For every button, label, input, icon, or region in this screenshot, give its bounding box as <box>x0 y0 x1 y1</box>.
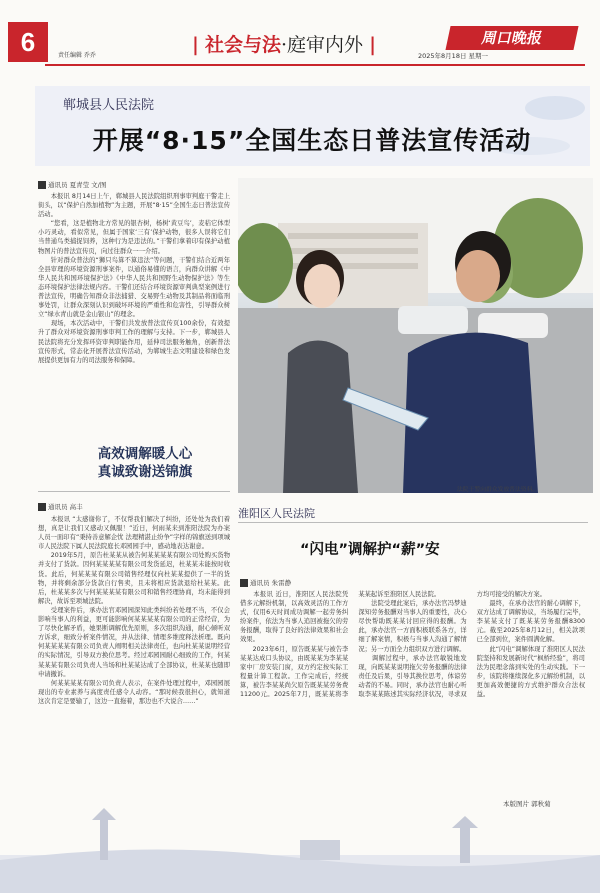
section-title <box>192 30 376 57</box>
editor-credit: 责任编辑 乔乔 <box>58 52 96 59</box>
header-rule <box>45 64 585 66</box>
article-headline-wage: “闪电”调解护“薪”安 <box>300 542 440 558</box>
divider: | <box>369 34 376 56</box>
court-name-dancheng: 郸城县人民法院 <box>63 98 155 113</box>
headline-line-2: 真诚致谢送锦旗 <box>97 464 193 480</box>
divider: | <box>192 34 199 56</box>
footer-decoration <box>0 800 600 893</box>
article-body-ecology: 本报讯 8月14日上午，郸城县人民法院组织刑事审判庭干警走上街头，以“保护自然加植物”为主题，开展“8·15”全国生态日普法宣传活动。 “您看，这是植物北方常见的银杏树，杨树‘黄豆鸟’，麦秸它体型小巧灵动，看似常见，但属于国家‘三有’保护动物，很多人误将它们当普通鸟类捕捉饲养，这种行为是违法的。”干警们拿着印有保护动植物图片的普法宣传页，向过往群众一一介绍。 针对群众普法的“狮只鸟算不算违法”等问题，干警们结合近两年全县审理的环境资源刑事案件，以通俗易懂的语言，向群众讲解《中华人民共和国环境保护法》《中华人民共和国野生动物保护法》等生态环境保护法律法规内容。干警们还结合环境资源审判典型案例进行普法宣传，明确告知群众非法捕猎、交易野生动物及其制品将面临刑事处罚，让群众深刻认识到破坏环境的严重性和危害性，引导群众树立“绿水青山就是金山银山”的理念。 现场，本次活动中，干警们共发放普法宣传页100余份，有效提升了群众对环境资源刑事审判工作的理解与支持。下一步，郸城县人民法院将充分发挥环资审判职能作用，延伸司法服务触角，创新普法宣传形式，常态化开展普法宣传活动，为郸城生态文明建设和绿色发展提供更加有力的司法服务和保障。 <box>38 193 230 364</box>
photo-scene <box>238 178 593 493</box>
article-body-thanks: 本报讯 “太感谢你了，不仅帮我们解决了纠纷，还处处为我们着想，真是让我们又感动又佩服！”近日，何雨某来到淮阳法院为办案人员一面印有“秉持善意解企忧 法理精湛止纷争”字样的锦旗送到项城市人民法院下属人民法院庭长邓园园手中，感动地表达谢意。 2019年5月，原告杜某某从被告何某某某某有限公司处购买货物并支付了货款。因何某某某某有限公司发货延迟，杜某某未能按时收货。此后，何某某某有限公司销售经理仅向杜某某提供了一半的货物，并将剩余部分货款自行售卖，且未将相应货款退给杜某某。此后，杜某某多次与何某某某某有限公司和销售经理协商，均未能得到解决，故诉至项城法院。 受理案件后，承办法官邓园园深知此类纠纷若处理不当，不仅会影响当事人的利益，更可能影响何某某某某有限公司的正常经营，为了尽快化解矛盾，她果断调解优先原则，多次组织沟通，耐心倾听双方诉求，细致分析案件情况，并从法律、情理多维度释法析理。既向何某某某某有限公司负责人阐明相关法律责任，也向杜某某说明经营的实际情况，引导双方换位思考。经过邓园园耐心细致的工作，何某某某某有限公司负责人当场和杜某某达成了全部协议，杜某某也随即申请撤诉。 何某某某某有限公司负责人表示，在案件处理过程中，邓园园展现出的专业素养与高度责任感令人动容。“那时候我很担心，就知道这次肯定是要输了，这边一直拖着，那边也不大说合……” <box>38 516 230 705</box>
byline-marker-icon <box>240 579 248 587</box>
article-byline-thanks: 通讯员 高丰 <box>38 502 83 511</box>
section-divider <box>38 491 230 492</box>
headline-line-1: 高效调解暖人心 <box>97 446 193 462</box>
newspaper-logo: 周口晚报 <box>445 26 578 50</box>
section-title-rest: ·庭审内外 <box>280 34 364 56</box>
photo-caption: 法院干警向群众发放普法资料。 <box>457 487 539 493</box>
byline-marker-icon <box>38 181 46 189</box>
page-number: 6 <box>8 22 48 62</box>
photo-credit: 本版图片 郭秋菊 <box>503 800 551 808</box>
court-name-huaiyang: 淮阳区人民法院 <box>238 507 315 520</box>
issue-date: 2025年8月18日 星期一 <box>418 52 489 60</box>
section-divider <box>238 522 588 523</box>
article-headline-banner-thanks <box>60 445 230 481</box>
article-body-wage: 本报讯 近日，淮阳区人民法院凭借多元解纷机制，以高效灵活的工作方式，仅用6天时间成功调解一起劳务纠纷案件，依法为当事人追回被拖欠的劳务报酬，取得了良好的法律效果和社会效果。 2023年6月，原告既某某与被告李某某达成口头协议，由既某某为李某某家中厂房安装门窗，双方约定按实际工程量计算工程款。工作完成后，经统算，被告李某某尚欠原告既某某劳务费11200元。2025年7月，既某某将李某某起诉至淮阳区人民法院。 法院受理此案后，承办法官冯梦迪深知劳务报酬对当事人的重要性，决心尽快帮助既某某讨回应得的报酬。为此，承办法官一方面积极联系各方，详细了解案情，积极与当事人沟通了解情况；另一方面全力组织双方进行调解。 调解过程中，承办法官敏锐地发现，向既某某说明拖欠劳务报酬的法律责任及后果，引导其换位思考，体谅劳动者的不易。同时，承办法官也耐心听取李某某陈述其实际经济状况，寻求双方均可接受的解决方案。 最终，在承办法官的耐心调解下，双方达成了调解协议，当场履行完毕，李某某支付了既某某劳务报酬8300元。截至2025年8月12日，相关款项已全部到位，案件圆满化解。 此“闪电”调解体现了淮阳区人民法院坚持和发展新时代“枫桥经验”，将司法为民理念落到实处的生动实践。下一步，该院将继续深化多元解纷机制，以更加高效便捷的方式维护群众合法权益。 <box>240 591 585 699</box>
article-photo <box>238 178 593 493</box>
section-title-red: 社会与法 <box>204 34 281 56</box>
article-byline-wage: 通讯员 朱雷静 <box>240 578 291 587</box>
article-headline-ecology: 开展“8·15”全国生态日普法宣传活动 <box>92 126 532 155</box>
pagoda-skyline-illustration <box>0 800 600 893</box>
article-byline-ecology: 通讯员 夏青莹 文/图 <box>38 180 106 189</box>
byline-marker-icon <box>38 503 46 511</box>
